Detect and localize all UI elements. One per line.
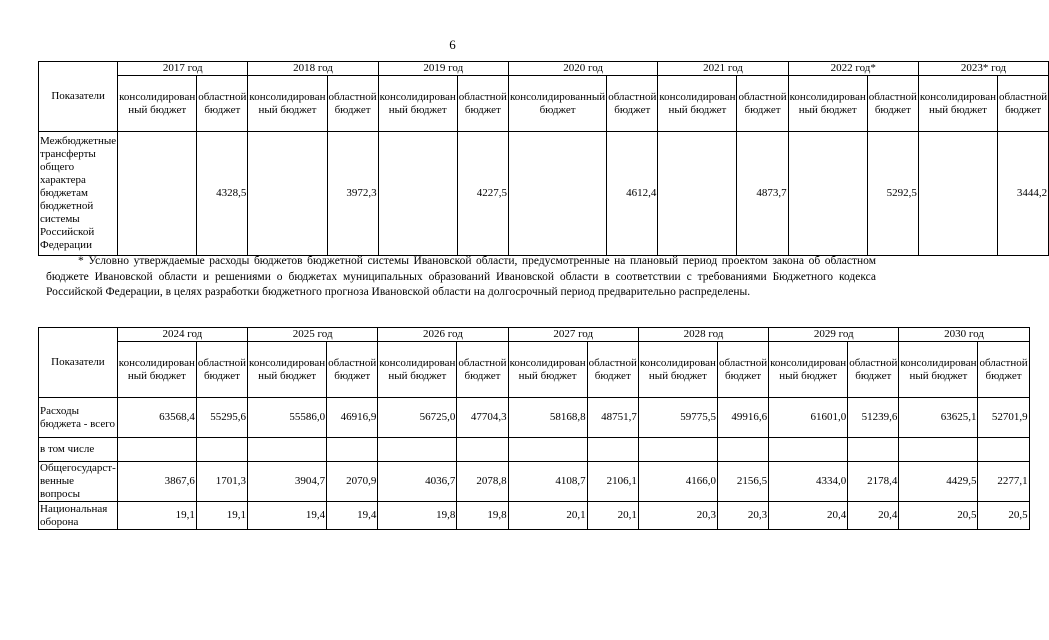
table-cell [658, 132, 737, 256]
table-cell: 2078,8 [457, 462, 508, 502]
table-cell: 4328,5 [197, 132, 248, 256]
year-header: 2029 год [769, 328, 899, 342]
table-row [39, 398, 1030, 438]
table-cell: 52701,9 [978, 398, 1029, 438]
table-row [39, 438, 1030, 462]
table-cell [378, 132, 457, 256]
table-cell: 20,3 [717, 502, 768, 530]
year-header: 2018 год [248, 62, 378, 76]
year-header: 2026 год [378, 328, 508, 342]
table-cell: 49916,6 [717, 398, 768, 438]
table-cell: 20,5 [978, 502, 1029, 530]
consolidated-budget-header: консолидирован ный бюджет [788, 76, 867, 132]
year-header-row [39, 328, 1030, 342]
table-cell [248, 438, 327, 462]
indicator-header: Показатели [39, 328, 118, 398]
consolidated-budget-header: консолидирован ный бюджет [769, 342, 848, 398]
budget-table-2024-2030 [38, 327, 1030, 530]
regional-budget-header: областной бюджет [737, 76, 788, 132]
table-cell: 46916,9 [327, 398, 378, 438]
table-cell [978, 438, 1029, 462]
row-label: Общегосударст-венные вопросы [40, 462, 116, 500]
table-cell [248, 132, 327, 256]
table-cell: 19,8 [457, 502, 508, 530]
table-cell: 19,1 [196, 502, 247, 530]
regional-budget-header: областной бюджет [457, 342, 508, 398]
table-cell: 3904,7 [248, 462, 327, 502]
regional-budget-header: областной бюджет [717, 342, 768, 398]
table-cell: 2156,5 [717, 462, 768, 502]
consolidated-budget-header: консолидирован ный бюджет [117, 342, 196, 398]
consolidated-budget-header: консолидированный бюджет [508, 76, 606, 132]
consolidated-budget-header: консолидирован ный бюджет [118, 76, 197, 132]
table-cell [378, 438, 457, 462]
table-cell [118, 132, 197, 256]
table-cell: 4036,7 [378, 462, 457, 502]
table-cell: 4334,0 [769, 462, 848, 502]
table-cell: 19,4 [327, 502, 378, 530]
indicator-header: Показатели [39, 62, 118, 132]
table-row [39, 502, 1030, 530]
table-cell: 19,4 [248, 502, 327, 530]
table-cell: 4429,5 [899, 462, 978, 502]
budget-type-header-row [39, 342, 1030, 398]
row-label: Межбюджетные трансферты общего характера бюджетам бюджетной системы Российской Федерации [39, 132, 118, 256]
year-header: 2019 год [378, 62, 508, 76]
consolidated-budget-header: консолидирован ный бюджет [248, 76, 327, 132]
table-cell [899, 438, 978, 462]
table-cell: 20,1 [587, 502, 638, 530]
table-cell: 2070,9 [327, 462, 378, 502]
table-cell: 3444,2 [998, 132, 1049, 256]
consolidated-budget-header: консолидирован ный бюджет [378, 342, 457, 398]
table-cell: 47704,3 [457, 398, 508, 438]
table-cell: 51239,6 [848, 398, 899, 438]
table-cell [117, 438, 196, 462]
consolidated-budget-header: консолидирован ный бюджет [378, 76, 457, 132]
regional-budget-header: областной бюджет [587, 342, 638, 398]
row-label: Национальная оборона [39, 502, 118, 530]
table-cell: 61601,0 [769, 398, 848, 438]
regional-budget-header: областной бюджет [457, 76, 508, 132]
year-header-row [39, 62, 1049, 76]
table-cell: 20,5 [899, 502, 978, 530]
regional-budget-header: областной бюджет [327, 76, 378, 132]
table-cell [638, 438, 717, 462]
table-cell: 1701,3 [196, 462, 247, 502]
table-cell: 20,4 [769, 502, 848, 530]
table-cell [508, 438, 587, 462]
table-cell: 59775,5 [638, 398, 717, 438]
table-cell: 56725,0 [378, 398, 457, 438]
consolidated-budget-header: консолидирован ный бюджет [918, 76, 997, 132]
table-cell: 55586,0 [248, 398, 327, 438]
year-header: 2020 год [508, 62, 657, 76]
regional-budget-header: областной бюджет [978, 342, 1029, 398]
table-cell [788, 132, 867, 256]
consolidated-budget-header: консолидирован ный бюджет [248, 342, 327, 398]
table-cell: 19,8 [378, 502, 457, 530]
table-cell: 2178,4 [848, 462, 899, 502]
year-header: 2028 год [638, 328, 768, 342]
table-cell: 19,1 [117, 502, 196, 530]
consolidated-budget-header: консолидирован ный бюджет [899, 342, 978, 398]
table-cell: 20,1 [508, 502, 587, 530]
table-cell: 20,3 [638, 502, 717, 530]
table-cell: 58168,8 [508, 398, 587, 438]
row-label: Расходы бюджета - всего [39, 398, 118, 438]
table-cell: 4108,7 [508, 462, 587, 502]
year-header: 2027 год [508, 328, 638, 342]
table-cell [587, 438, 638, 462]
table-cell: 55295,6 [196, 398, 247, 438]
regional-budget-header: областной бюджет [607, 76, 658, 132]
row-label: в том числе [39, 438, 118, 462]
budget-table-2017-2023 [38, 61, 1049, 256]
table-row [39, 132, 1049, 256]
table-cell: 4612,4 [607, 132, 658, 256]
table-cell: 3867,6 [117, 462, 196, 502]
table-cell [508, 132, 606, 256]
regional-budget-header: областной бюджет [327, 342, 378, 398]
consolidated-budget-header: консолидирован ный бюджет [638, 342, 717, 398]
year-header: 2022 год* [788, 62, 918, 76]
regional-budget-header: областной бюджет [848, 342, 899, 398]
table-cell: 5292,5 [867, 132, 918, 256]
page-number: 6 [449, 37, 456, 52]
year-header: 2017 год [118, 62, 248, 76]
regional-budget-header: областной бюджет [998, 76, 1049, 132]
regional-budget-header: областной бюджет [196, 342, 247, 398]
table-cell: 48751,7 [587, 398, 638, 438]
table-row [39, 462, 1030, 502]
table-cell [196, 438, 247, 462]
table-cell [918, 132, 997, 256]
year-header: 2030 год [899, 328, 1029, 342]
footnote: * Условно утверждаемые расходы бюджетов бюджетной системы Ивановской области, предусмотренные на плановый период проектом закона об областном бюджете Ивановской области и решениями о бюджетах муниципальных образований Ивановской области в соответствии с требованиями Бюджетного кодекса Российской Федерации, в целях разработки бюджетного прогноза Ивановской области на долгосрочный период предварительно распределены. [46, 255, 876, 298]
table-cell: 2106,1 [587, 462, 638, 502]
table-cell: 63568,4 [117, 398, 196, 438]
year-header: 2023* год [918, 62, 1048, 76]
table-cell: 4166,0 [638, 462, 717, 502]
table-cell [717, 438, 768, 462]
table-cell [457, 438, 508, 462]
table-cell [848, 438, 899, 462]
table-cell: 4227,5 [457, 132, 508, 256]
budget-type-header-row [39, 76, 1049, 132]
table-cell: 3972,3 [327, 132, 378, 256]
regional-budget-header: областной бюджет [197, 76, 248, 132]
year-header: 2025 год [248, 328, 378, 342]
table-cell: 2277,1 [978, 462, 1029, 502]
table-cell [769, 438, 848, 462]
year-header: 2021 год [658, 62, 788, 76]
table-cell: 4873,7 [737, 132, 788, 256]
table-cell: 20,4 [848, 502, 899, 530]
regional-budget-header: областной бюджет [867, 76, 918, 132]
table-cell: 63625,1 [899, 398, 978, 438]
consolidated-budget-header: консолидирован ный бюджет [658, 76, 737, 132]
year-header: 2024 год [117, 328, 247, 342]
table-cell [327, 438, 378, 462]
consolidated-budget-header: консолидирован ный бюджет [508, 342, 587, 398]
